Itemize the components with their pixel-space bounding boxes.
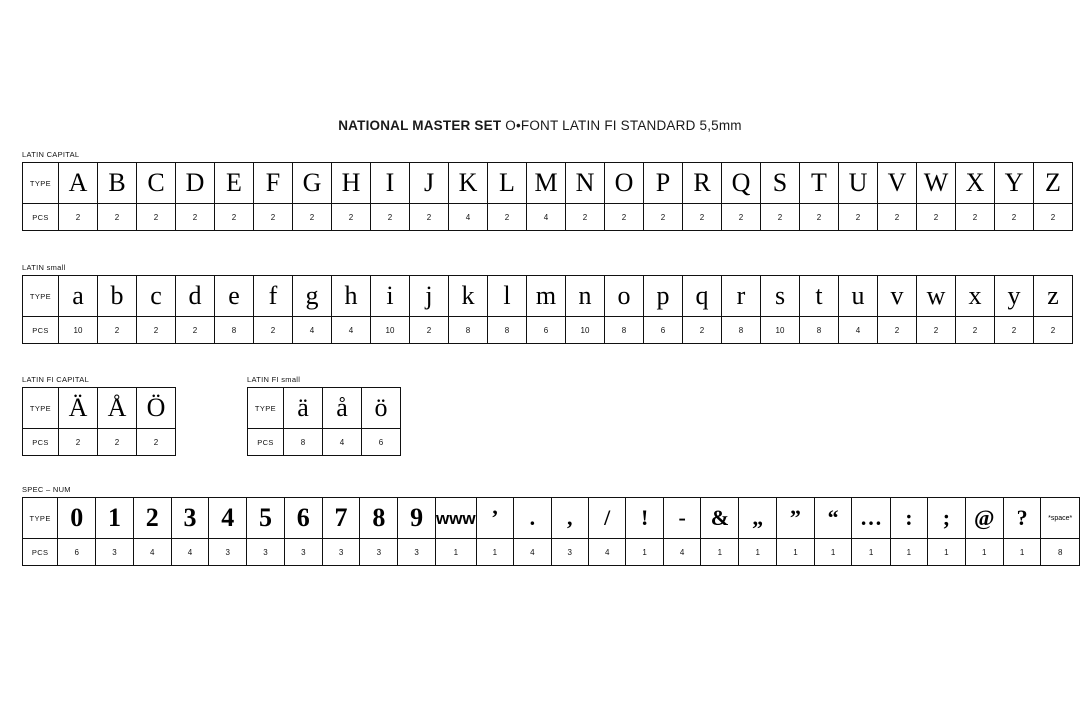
pcs-cell: 6 xyxy=(58,539,96,566)
glyph-cell: - xyxy=(663,498,701,539)
pcs-cell: 4 xyxy=(323,429,362,456)
pcs-cell: 3 xyxy=(360,539,398,566)
row-header-type: TYPE xyxy=(23,163,59,204)
pcs-cell: 2 xyxy=(59,204,98,231)
glyph-cell: p xyxy=(644,276,683,317)
glyph-cell: G xyxy=(293,163,332,204)
glyph-cell: B xyxy=(98,163,137,204)
glyph-cell: S xyxy=(761,163,800,204)
glyph-cell: J xyxy=(410,163,449,204)
section-latin-fi-capital xyxy=(22,375,176,456)
pcs-cell: 4 xyxy=(293,317,332,344)
glyph-cell: . xyxy=(514,498,551,539)
glyph-cell: H xyxy=(332,163,371,204)
pcs-cell: 2 xyxy=(176,317,215,344)
section-spec-num xyxy=(22,485,1080,566)
pcs-cell: 4 xyxy=(332,317,371,344)
pcs-cell: 1 xyxy=(928,539,966,566)
glyph-cell: “ xyxy=(814,498,852,539)
section-label: SPEC – NUM xyxy=(22,485,71,494)
glyph-cell: l xyxy=(488,276,527,317)
glyph-cell: „ xyxy=(739,498,777,539)
type-row xyxy=(23,163,1073,204)
pcs-row xyxy=(23,539,1080,566)
pcs-cell: 2 xyxy=(293,204,332,231)
pcs-cell: 2 xyxy=(800,204,839,231)
row-header-pcs: PCS xyxy=(23,539,58,566)
glyph-cell: : xyxy=(890,498,928,539)
pcs-row xyxy=(23,204,1073,231)
glyph-cell: ’ xyxy=(476,498,514,539)
pcs-row xyxy=(23,429,176,456)
glyph-cell: Å xyxy=(98,388,137,429)
pcs-cell: 8 xyxy=(800,317,839,344)
glyph-cell: o xyxy=(605,276,644,317)
pcs-row xyxy=(248,429,401,456)
row-header-type: TYPE xyxy=(23,388,59,429)
glyph-cell: N xyxy=(566,163,605,204)
pcs-cell: 2 xyxy=(956,317,995,344)
pcs-cell: 2 xyxy=(137,317,176,344)
pcs-cell: 2 xyxy=(761,204,800,231)
glyph-cell: 0 xyxy=(58,498,96,539)
glyph-cell: j xyxy=(410,276,449,317)
page-title xyxy=(0,118,1080,133)
pcs-cell: 2 xyxy=(59,429,98,456)
pcs-row xyxy=(23,317,1073,344)
glyph-cell: A xyxy=(59,163,98,204)
type-row xyxy=(23,498,1080,539)
table-body xyxy=(23,498,1080,566)
pcs-cell: 2 xyxy=(644,204,683,231)
pcs-cell: 3 xyxy=(96,539,134,566)
pcs-cell: 1 xyxy=(739,539,777,566)
glyph-cell: z xyxy=(1034,276,1073,317)
pcs-cell: 4 xyxy=(588,539,625,566)
section-latin-capital xyxy=(22,150,1073,231)
glyph-cell: K xyxy=(449,163,488,204)
glyph-cell: M xyxy=(527,163,566,204)
glyph-cell: Q xyxy=(722,163,761,204)
pcs-cell: 6 xyxy=(362,429,401,456)
pcs-cell: 1 xyxy=(852,539,890,566)
row-header-pcs: PCS xyxy=(23,204,59,231)
pcs-cell: 2 xyxy=(917,204,956,231)
pcs-cell: 8 xyxy=(605,317,644,344)
pcs-cell: 10 xyxy=(371,317,410,344)
glyph-cell: å xyxy=(323,388,362,429)
glyph-cell: *space* xyxy=(1041,498,1080,539)
pcs-cell: 2 xyxy=(488,204,527,231)
pcs-cell: 4 xyxy=(171,539,209,566)
glyph-cell: E xyxy=(215,163,254,204)
pcs-cell: 2 xyxy=(254,317,293,344)
pcs-cell: 10 xyxy=(566,317,605,344)
glyph-cell: W xyxy=(917,163,956,204)
pcs-cell: 8 xyxy=(284,429,323,456)
glyph-cell: r xyxy=(722,276,761,317)
glyph-table xyxy=(22,387,176,456)
pcs-cell: 3 xyxy=(398,539,436,566)
pcs-cell: 2 xyxy=(410,204,449,231)
glyph-cell: P xyxy=(644,163,683,204)
pcs-cell: 6 xyxy=(527,317,566,344)
pcs-cell: 1 xyxy=(965,539,1003,566)
pcs-cell: 3 xyxy=(284,539,322,566)
pcs-cell: 8 xyxy=(215,317,254,344)
pcs-cell: 2 xyxy=(1034,317,1073,344)
row-header-type: TYPE xyxy=(23,498,58,539)
glyph-cell: y xyxy=(995,276,1034,317)
section-latin-small xyxy=(22,263,1073,344)
glyph-cell: www xyxy=(435,498,476,539)
pcs-cell: 4 xyxy=(527,204,566,231)
section-label: LATIN CAPITAL xyxy=(22,150,80,159)
pcs-cell: 2 xyxy=(995,204,1034,231)
glyph-cell: 5 xyxy=(247,498,285,539)
glyph-cell: e xyxy=(215,276,254,317)
glyph-cell: k xyxy=(449,276,488,317)
pcs-cell: 1 xyxy=(814,539,852,566)
glyph-cell: ä xyxy=(284,388,323,429)
pcs-cell: 1 xyxy=(890,539,928,566)
type-row xyxy=(23,276,1073,317)
glyph-cell: F xyxy=(254,163,293,204)
pcs-cell: 8 xyxy=(449,317,488,344)
pcs-cell: 10 xyxy=(59,317,98,344)
pcs-cell: 2 xyxy=(605,204,644,231)
glyph-cell: ” xyxy=(777,498,815,539)
pcs-cell: 2 xyxy=(839,204,878,231)
table-body xyxy=(23,276,1073,344)
pcs-cell: 2 xyxy=(1034,204,1073,231)
glyph-cell: T xyxy=(800,163,839,204)
pcs-cell: 2 xyxy=(566,204,605,231)
glyph-cell: v xyxy=(878,276,917,317)
glyph-table xyxy=(247,387,401,456)
pcs-cell: 6 xyxy=(644,317,683,344)
pcs-cell: 4 xyxy=(449,204,488,231)
glyph-cell: 6 xyxy=(284,498,322,539)
glyph-cell: , xyxy=(551,498,588,539)
pcs-cell: 2 xyxy=(956,204,995,231)
pcs-cell: 10 xyxy=(761,317,800,344)
pcs-cell: 2 xyxy=(215,204,254,231)
pcs-cell: 2 xyxy=(137,204,176,231)
glyph-cell: D xyxy=(176,163,215,204)
page-title-bold: NATIONAL MASTER SET xyxy=(338,118,506,133)
pcs-cell: 8 xyxy=(1041,539,1080,566)
table-body xyxy=(23,163,1073,231)
glyph-cell: ! xyxy=(626,498,664,539)
glyph-cell: 2 xyxy=(133,498,171,539)
table-body xyxy=(23,388,176,456)
glyph-cell: ? xyxy=(1003,498,1041,539)
glyph-cell: L xyxy=(488,163,527,204)
type-row xyxy=(23,388,176,429)
pcs-cell: 2 xyxy=(98,429,137,456)
section-label: LATIN FI CAPITAL xyxy=(22,375,90,384)
section-label: LATIN small xyxy=(22,263,66,272)
pcs-cell: 4 xyxy=(839,317,878,344)
pcs-cell: 4 xyxy=(514,539,551,566)
glyph-cell: / xyxy=(588,498,625,539)
glyph-cell: … xyxy=(852,498,890,539)
glyph-cell: 4 xyxy=(209,498,247,539)
pcs-cell: 2 xyxy=(878,317,917,344)
glyph-table xyxy=(22,275,1073,344)
pcs-cell: 2 xyxy=(254,204,293,231)
row-header-pcs: PCS xyxy=(248,429,284,456)
glyph-cell: V xyxy=(878,163,917,204)
glyph-cell: b xyxy=(98,276,137,317)
glyph-cell: Z xyxy=(1034,163,1073,204)
row-header-pcs: PCS xyxy=(23,429,59,456)
glyph-cell: R xyxy=(683,163,722,204)
glyph-cell: d xyxy=(176,276,215,317)
row-header-pcs: PCS xyxy=(23,317,59,344)
pcs-cell: 2 xyxy=(410,317,449,344)
glyph-cell: 1 xyxy=(96,498,134,539)
pcs-cell: 2 xyxy=(332,204,371,231)
glyph-cell: O xyxy=(605,163,644,204)
glyph-cell: s xyxy=(761,276,800,317)
pcs-cell: 3 xyxy=(247,539,285,566)
glyph-cell: 7 xyxy=(322,498,360,539)
pcs-cell: 2 xyxy=(98,317,137,344)
glyph-cell: x xyxy=(956,276,995,317)
pcs-cell: 3 xyxy=(209,539,247,566)
pcs-cell: 2 xyxy=(683,317,722,344)
row-header-type: TYPE xyxy=(23,276,59,317)
glyph-cell: 9 xyxy=(398,498,436,539)
table-body xyxy=(248,388,401,456)
pcs-cell: 2 xyxy=(98,204,137,231)
glyph-cell: h xyxy=(332,276,371,317)
glyph-table xyxy=(22,497,1080,566)
glyph-cell: Ö xyxy=(137,388,176,429)
glyph-cell: 8 xyxy=(360,498,398,539)
glyph-cell: q xyxy=(683,276,722,317)
section-latin-fi-small xyxy=(247,375,401,456)
pcs-cell: 4 xyxy=(663,539,701,566)
type-row xyxy=(248,388,401,429)
pcs-cell: 8 xyxy=(722,317,761,344)
pcs-cell: 2 xyxy=(917,317,956,344)
glyph-cell: I xyxy=(371,163,410,204)
glyph-cell: 3 xyxy=(171,498,209,539)
pcs-cell: 1 xyxy=(777,539,815,566)
glyph-cell: & xyxy=(701,498,739,539)
glyph-cell: ; xyxy=(928,498,966,539)
pcs-cell: 8 xyxy=(488,317,527,344)
glyph-cell: t xyxy=(800,276,839,317)
pcs-cell: 3 xyxy=(322,539,360,566)
glyph-cell: u xyxy=(839,276,878,317)
pcs-cell: 1 xyxy=(476,539,514,566)
section-label: LATIN FI small xyxy=(247,375,301,384)
glyph-cell: C xyxy=(137,163,176,204)
glyph-cell: c xyxy=(137,276,176,317)
pcs-cell: 2 xyxy=(371,204,410,231)
glyph-cell: @ xyxy=(965,498,1003,539)
pcs-cell: 1 xyxy=(1003,539,1041,566)
pcs-cell: 2 xyxy=(176,204,215,231)
glyph-cell: ö xyxy=(362,388,401,429)
glyph-cell: n xyxy=(566,276,605,317)
pcs-cell: 1 xyxy=(626,539,664,566)
glyph-cell: m xyxy=(527,276,566,317)
pcs-cell: 1 xyxy=(701,539,739,566)
glyph-cell: w xyxy=(917,276,956,317)
glyph-cell: Ä xyxy=(59,388,98,429)
pcs-cell: 2 xyxy=(995,317,1034,344)
glyph-cell: g xyxy=(293,276,332,317)
pcs-cell: 2 xyxy=(722,204,761,231)
glyph-cell: f xyxy=(254,276,293,317)
glyph-cell: X xyxy=(956,163,995,204)
row-header-type: TYPE xyxy=(248,388,284,429)
pcs-cell: 3 xyxy=(551,539,588,566)
glyph-cell: a xyxy=(59,276,98,317)
pcs-cell: 2 xyxy=(878,204,917,231)
pcs-cell: 4 xyxy=(133,539,171,566)
glyph-cell: i xyxy=(371,276,410,317)
glyph-cell: Y xyxy=(995,163,1034,204)
pcs-cell: 2 xyxy=(137,429,176,456)
glyph-table xyxy=(22,162,1073,231)
glyph-cell: U xyxy=(839,163,878,204)
page-title-regular: O•FONT LATIN FI STANDARD 5,5mm xyxy=(505,118,742,133)
pcs-cell: 1 xyxy=(435,539,476,566)
pcs-cell: 2 xyxy=(683,204,722,231)
